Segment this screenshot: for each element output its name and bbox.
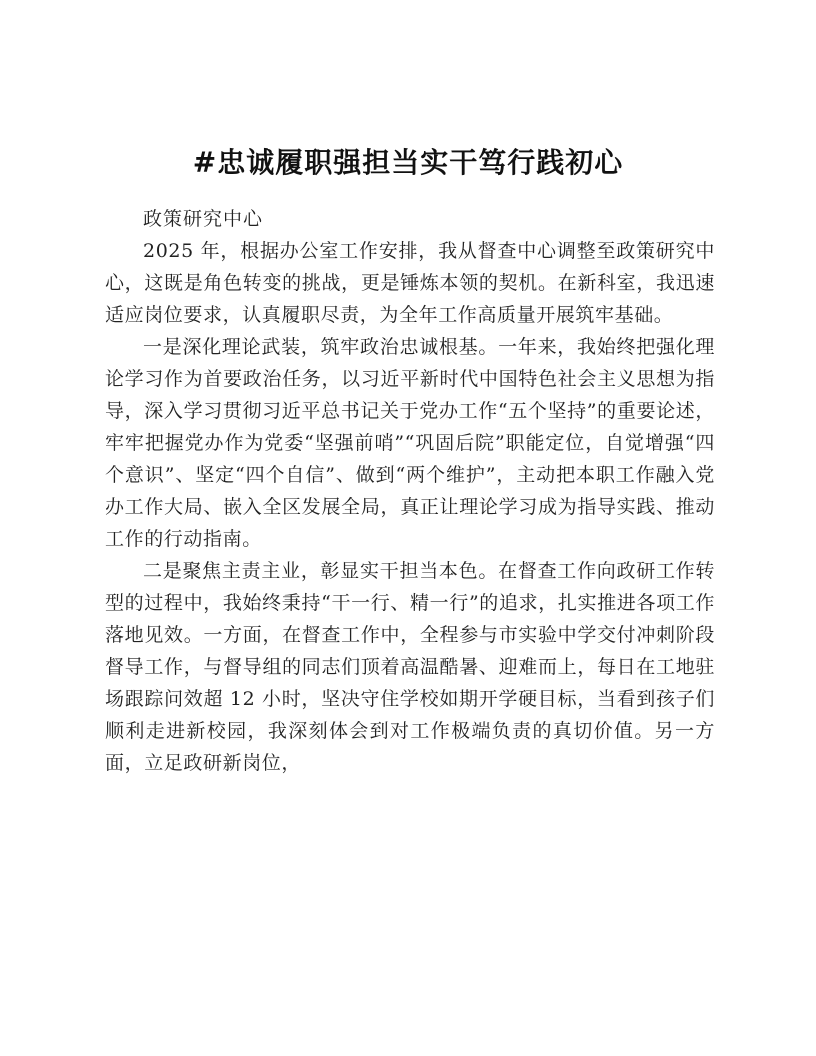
document-body [105, 203, 715, 779]
paragraph-main-duties: 二是聚焦主责主业，彰显实干担当本色。在督查工作向政研工作转型的过程中，我始终秉持“干一行、精一行”的追求，扎实推进各项工作落地见效。一方面，在督查工作中，全程参与市实验中学交付冲刺阶段督导工作，与督导组的同志们顶着高温酷暑、迎难而上，每日在工地驻场跟踪问效超 12 小时，坚决守住学校如期开学硬目标，当看到孩子们顺利走进新校园，我深刻体会到对工作极端负责的真切价值。另一方面，立足政研新岗位， [105, 560, 715, 774]
document-title: #忠诚履职强担当实干笃行践初心 [192, 146, 624, 179]
paragraph-theory-study: 一是深化理论武装，筑牢政治忠诚根基。一年来，我始终把强化理论学习作为首要政治任务，以习近平新时代中国特色社会主义思想为指导，深入学习贯彻习近平总书记关于党办工作“五个坚持”的重要论述，牢牢把握党办作为党委“坚强前哨”“巩固后院”职能定位，自觉增强“四个意识”、坚定“四个自信”、做到“两个维护”，主动把本职工作融入党办工作大局、嵌入全区发展全局，真正让理论学习成为指导实践、推动工作的行动指南。 [105, 336, 715, 550]
department-byline: 政策研究中心 [143, 208, 264, 230]
paragraph-intro: 2025 年，根据办公室工作安排，我从督查中心调整至政策研究中心，这既是角色转变的挑战，更是锤炼本领的契机。在新科室，我迅速适应岗位要求，认真履职尽责，为全年工作高质量开展筑牢基础。 [105, 240, 715, 326]
